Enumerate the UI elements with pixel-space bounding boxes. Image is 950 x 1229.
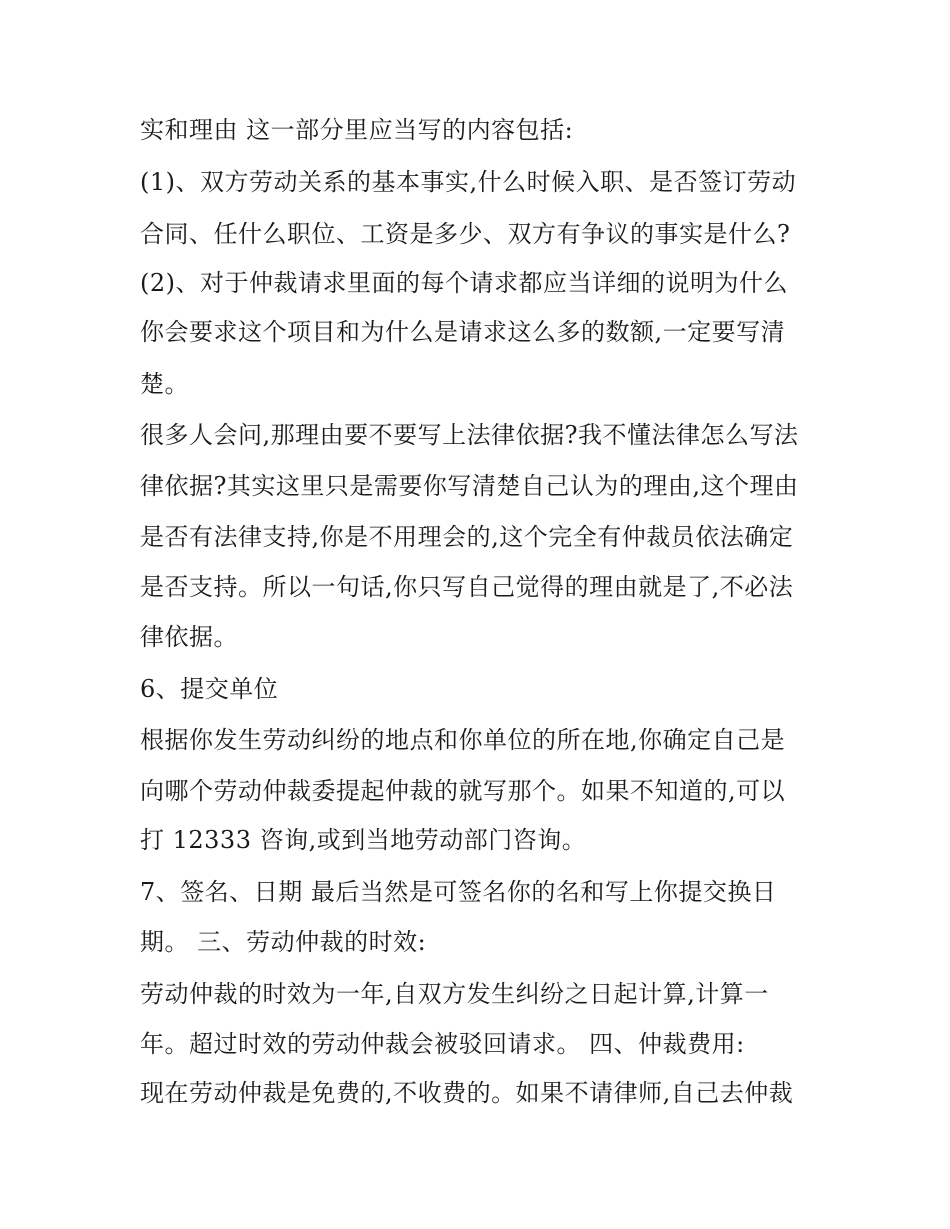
text-line: 你会要求这个项目和为什么是请求这么多的数额,一定要写清 bbox=[140, 318, 786, 346]
text-line: 年。超过时效的劳动仲裁会被驳回请求。 四、仲裁费用: bbox=[140, 1030, 745, 1058]
text-line: 7、签名、日期 最后当然是可签名你的名和写上你提交换日 bbox=[140, 878, 777, 906]
text-line: 合同、任什么职位、工资是多少、双方有争议的事实是什么? bbox=[140, 220, 791, 248]
text-line: (2)、对于仲裁请求里面的每个请求都应当详细的说明为什么 bbox=[140, 269, 788, 297]
text-line: 楚。 bbox=[140, 370, 189, 398]
text-line: 劳动仲裁的时效为一年,自双方发生纠纷之日起计算,计算一 bbox=[140, 980, 769, 1008]
text-line: 很多人会问,那理由要不要写上法律依据?我不懂法律怎么写法 bbox=[140, 421, 799, 449]
text-line: (1)、双方劳动关系的基本事实,什么时候入职、是否签订劳动 bbox=[140, 168, 797, 196]
text-line: 是否有法律支持,你是不用理会的,这个完全有仲裁员依法确定 bbox=[140, 523, 794, 551]
text-line: 实和理由 这一部分里应当写的内容包括: bbox=[140, 116, 574, 144]
section-heading: 6、提交单位 bbox=[140, 675, 279, 703]
text-line: 期。 三、劳动仲裁的时效: bbox=[140, 928, 427, 956]
text-line: 打 12333 咨询,或到当地劳动部门咨询。 bbox=[140, 826, 587, 854]
text-line: 是否支持。所以一句话,你只写自己觉得的理由就是了,不必法 bbox=[140, 573, 794, 601]
text-line: 律依据?其实这里只是需要你写清楚自己认为的理由,这个理由 bbox=[140, 472, 799, 500]
text-line: 根据你发生劳动纠纷的地点和你单位的所在地,你确定自己是 bbox=[140, 726, 786, 754]
text-line: 现在劳动仲裁是免费的,不收费的。如果不请律师,自己去仲裁 bbox=[140, 1079, 794, 1107]
text-line: 向哪个劳动仲裁委提起仲裁的就写那个。如果不知道的,可以 bbox=[140, 777, 786, 805]
text-line: 律依据。 bbox=[140, 623, 238, 651]
